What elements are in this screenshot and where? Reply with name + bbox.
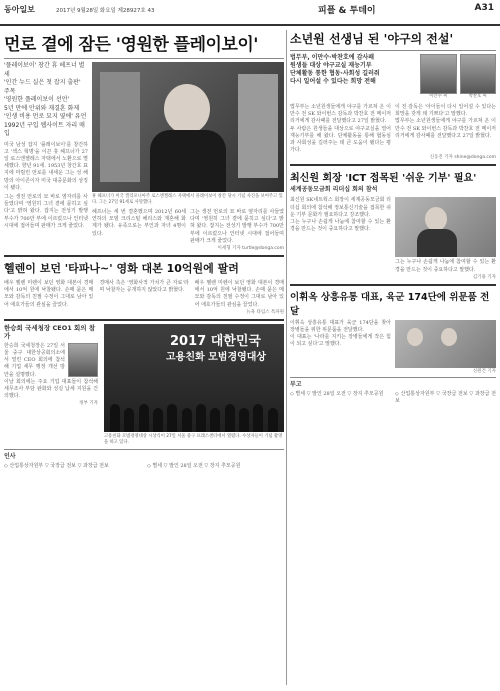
section-rule	[290, 284, 496, 286]
film-article	[4, 260, 284, 315]
lead-subhead: 5년 만에 안위와 재결혼 화제	[4, 104, 80, 112]
lead-body: 미국 남성 잡지 '플레이보이'를 창간하고 '섹스 혁명'을 이끈 휴 헤프너가 27일 로스앤젤레스 자택에서 노환으로 별세했다. 향년 91세. 1953년 창간호 표지에 마릴린 먼로를 내세운 그는 성 해방의 아이콘이자 미국 대중문화의 상징이 됐다.	[4, 141, 88, 191]
award-banner-photo	[104, 324, 284, 432]
baseball-headline: 소년원 선생님 된 '야구의 전설'	[290, 32, 454, 46]
notice-body: ◇ 산업통상자원부 ▽ 국장급 전보 ▽ 과장급 전보	[4, 462, 109, 469]
ict-subhead: 세계공동모금회 리더십 회의 참석	[290, 186, 378, 194]
lead-photo-caption: 휴 헤프너가 미국 캘리포니아주 로스앤젤레스 자택에서 플레이보이 창간 당시 기념 사진을 보여주고 있다. 그는 27일 91세로 사망했다.	[92, 194, 283, 205]
ict-body: 그는 누구나 손쉽게 나눔에 참여할 수 있는 환경을 만드는 것이 중요하다고 말했다.	[290, 219, 391, 233]
baseball-article	[290, 30, 496, 160]
baseball-subhead: 법무부, 이만수·박찬호에 감사패	[290, 54, 375, 61]
lead-subhead: '인간 누드 실은 첫 잡지 출판' 주목	[4, 79, 81, 95]
left-column	[4, 30, 284, 470]
lead-article	[4, 30, 284, 251]
lead-body: 헤프너는 세 번 결혼했으며 2012년 60세 연하의 모델 크리스털 해리스와 재혼해 화제가 됐다. 유족으로는 부인과 자녀 4명이 있다.	[92, 209, 186, 237]
ict-photo	[395, 197, 496, 257]
award-body: 이휘옥 상흥유통 대표가 육군 174단을 찾아 장병들을 위한 위문품을 전달했다.	[290, 319, 391, 334]
ict-article	[290, 169, 496, 279]
person-byline: 정부 기자	[79, 401, 98, 407]
lead-subheads	[4, 62, 88, 251]
divider	[290, 377, 496, 378]
section-rule	[4, 255, 284, 257]
notices-heading: 인사	[4, 452, 16, 460]
person-article	[4, 324, 98, 446]
obituary-body: ◇ 별세 ▽ 발인 28일 오전 ▽ 장지 추모공원	[290, 390, 384, 397]
masthead	[0, 0, 500, 26]
ict-byline: 김기용 기자	[472, 274, 496, 280]
lead-subhead: '영원한 플레이보이 선언'	[4, 96, 70, 103]
right-column	[290, 30, 496, 405]
lead-byline: 이세형 기자 turtle@donga.com	[217, 246, 284, 252]
divider	[290, 50, 496, 51]
baseball-body: 법무부는 소년원생들에게 야구를 가르쳐 온 이만수 전 SK 와이번스 감독과 박찬호 전 메이저리거에게 감사패를 전달했다고 27일 밝혔다.	[290, 104, 391, 125]
notice-body: ◇ 별세 ▽ 발인 28일 오전 ▽ 장지 추모공원	[147, 462, 241, 469]
award-headline: 이휘옥 상흥유통 대표, 육군 174단에 위문품 전달	[290, 291, 490, 317]
lead-body: 그는 생전 먼로의 묘 바로 옆자리를 사들였다며 '영원히 그녀 곁에 묻히고 싶다'고 밝혀 왔다. 잡지는 전성기 발행 부수가 700만 부에 이르렀으나 인터넷 시대에 접어들며 판매가 크게 줄었다.	[190, 209, 284, 244]
person-body: 이날 회의에는 주요 기업 대표들이 참석해 세무조사 부담 완화와 성실 납세 지원을 건의했다.	[4, 378, 98, 400]
lead-body: 그는 생전 먼로의 묘 바로 옆자리를 사들였다며 '영원히 그녀 곁에 묻히고 싶다'고 밝혀 왔다. 잡지는 전성기 발행 부수가 700만 부에 이르렀으나 인터넷 시대에 접어들며 판매가 크게 줄었다.	[4, 193, 88, 229]
film-body: 배우 헬렌 미렌이 보던 영화 대본이 경매에서 10억 원에 낙찰됐다. 손때 묻은 메모와 감독의 친필 수정이 그대로 남아 있어 애호가들의 관심을 끌었다.	[194, 280, 284, 308]
ict-body: 최신원 SK네트웍스 회장이 세계공동모금회 리더십 회의에 참석해 정보통신기술을 접목한 쉬운 기부 문화가 필요하다고 강조했다.	[290, 197, 391, 218]
person-body: 한승희 국세청장은 27일 서울 중구 대한상공회의소에서 열린 CEO 회의에 참석해 기업 세무 행정 개선 방안을 설명했다.	[4, 342, 65, 378]
portrait-photo	[420, 54, 457, 94]
newspaper-logo: 동아일보	[4, 5, 35, 14]
baseball-byline: 신동진 기자 shine@donga.com	[429, 155, 496, 161]
issue-date: 2017년 9월28일 화요일 제28927호 43	[56, 8, 155, 14]
baseball-body: 법무부는 소년원생들에게 야구를 가르쳐 온 이만수 전 SK 와이번스 감독과 박찬호 전 메이저리거에게 감사패를 전달했다고 27일 밝혔다.	[395, 118, 496, 139]
baseball-body: 두 사람은 원생들을 대상으로 야구교실을 열어 재능기부를 해 왔다. 단체활동을 통해 협동심과 사회성을 길러주는 데 큰 도움이 됐다는 평가다.	[290, 125, 391, 154]
person-photo	[68, 343, 98, 377]
section-title: 피플 & 투데이	[318, 6, 376, 16]
portrait-caption: 박찬호 씨	[468, 94, 487, 99]
baseball-subhead: 다시 일어설 수 있다는 희망 전해	[290, 78, 376, 85]
award-article	[290, 289, 496, 374]
baseball-subhead: 단체활동 통한 협동·사회성 길러줘	[290, 70, 380, 77]
film-body: 경매사 측은 '영화사적 가치가 큰 자료'라며 낙찰자는 공개하지 않았다고 밝혔다.	[99, 280, 189, 294]
lead-subhead: '플레이보이' 창간 휴 헤프너 별세	[4, 62, 85, 78]
lead-subhead: 1992년 구입 웹사이트 자리 매입	[4, 121, 85, 137]
banner-people	[104, 398, 284, 432]
film-body: 배우 헬렌 미렌이 보던 영화 대본이 경매에서 10억 원에 낙찰됐다. 손때 묻은 메모와 감독의 친필 수정이 그대로 남아 있어 애호가들의 관심을 끌었다.	[4, 280, 94, 308]
lead-subhead: '인생 비용 먼로 묘지 옆에' 유언	[4, 113, 87, 120]
film-byline: 뉴욕 타임스 특파원	[246, 309, 284, 315]
section-rule	[4, 319, 284, 321]
portrait-caption: 이만수 씨	[429, 94, 448, 99]
banner-title: 고용친화 모범경영대상	[166, 351, 267, 363]
divider	[4, 449, 284, 450]
obituary-body: ◇ 산업통상자원부 ▽ 국장급 전보 ▽ 과장급 전보	[395, 390, 496, 405]
section-rule	[290, 164, 496, 166]
award-body: 이 대표는 '나라를 지키는 장병들에게 작은 힘이 되고 싶다'고 말했다.	[290, 334, 391, 348]
column-divider	[286, 30, 287, 685]
notice-article	[4, 453, 284, 470]
obituary-article	[290, 381, 496, 405]
banner-caption: 고용친화 모범경영대상 시상식이 27일 서울 중구 프레스센터에서 열렸다. 수상자들이 기념 촬영을 하고 있다.	[104, 433, 283, 445]
lead-headline: 먼로 곁에 잠든 '영원한 플레이보이'	[4, 35, 258, 55]
page-number: A31	[474, 3, 494, 13]
ict-headline: 최신원 회장 'ICT 접목된 '쉬운 기부' 필요'	[290, 173, 477, 185]
person-headline: 한승희 국세청장 CEO1 회의 참가	[4, 323, 96, 340]
divider	[4, 58, 284, 59]
baseball-body: 이 전 감독은 '아이들이 다시 일어설 수 있다는 희망을 갖게 돼 기쁘다'고 말했다.	[395, 104, 496, 118]
lead-photo	[92, 62, 284, 192]
ict-body: 그는 누구나 손쉽게 나눔에 참여할 수 있는 환경을 만드는 것이 중요하다고 말했다.	[395, 259, 496, 273]
portrait-photo	[460, 54, 497, 94]
obituary-heading: 부고	[290, 380, 302, 388]
award-photo	[395, 320, 496, 368]
award-byline: 신원건 기자	[472, 368, 496, 374]
baseball-subhead: 원생들 대상 야구교실 재능기부	[290, 62, 372, 69]
banner-year: 2017 대한민국	[170, 333, 261, 349]
film-headline: 헬렌이 보던 '타파나~' 영화 대본 10억원에 팔려	[4, 262, 239, 276]
